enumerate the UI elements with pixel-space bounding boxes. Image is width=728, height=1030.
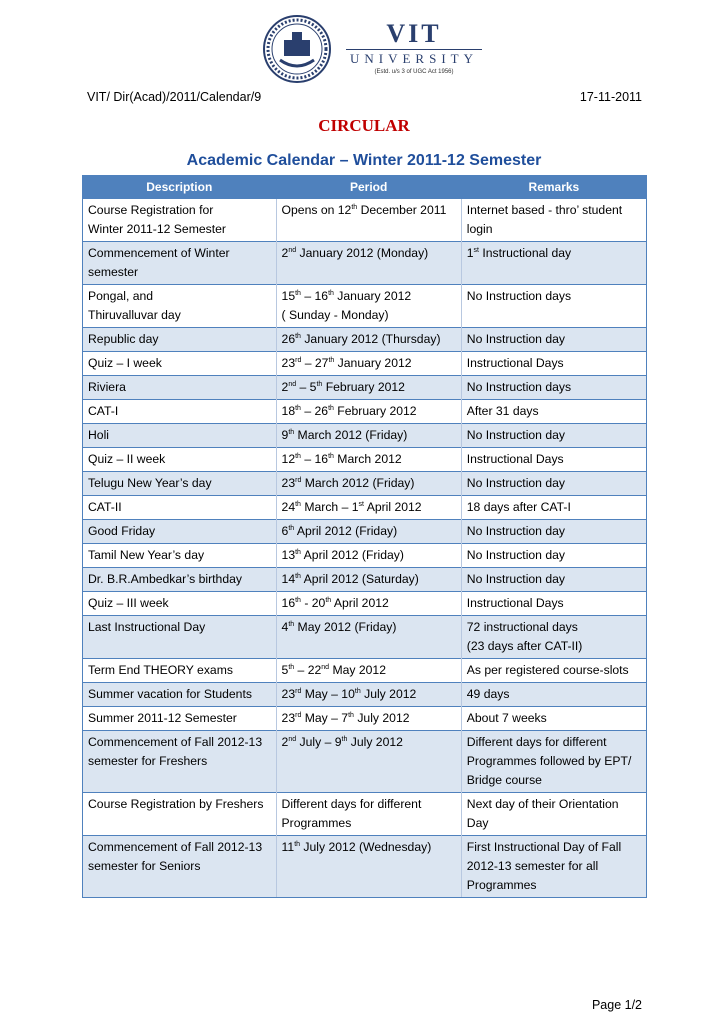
cell-remarks: No Instruction day xyxy=(461,568,646,592)
cell-period: 6th April 2012 (Friday) xyxy=(276,520,461,544)
column-header-period: Period xyxy=(276,176,461,199)
cell-remarks: No Instruction day xyxy=(461,424,646,448)
table-row xyxy=(83,242,647,285)
table-row xyxy=(83,199,647,242)
cell-period: 2nd July – 9th July 2012 xyxy=(276,731,461,793)
cell-description: Holi xyxy=(83,424,277,448)
cell-remarks: 72 instructional days (23 days after CAT-II) xyxy=(461,616,646,659)
cell-description: Republic day xyxy=(83,328,277,352)
table-row xyxy=(83,683,647,707)
cell-remarks: Different days for different Programmes followed by EPT/ Bridge course xyxy=(461,731,646,793)
logo-note: (Estd. u/s 3 of UGC Act 1956) xyxy=(374,69,454,75)
cell-period: 23rd May – 10th July 2012 xyxy=(276,683,461,707)
cell-period: 12th – 16th March 2012 xyxy=(276,448,461,472)
logo-subtitle: UNIVERSITY xyxy=(350,51,478,66)
cell-description: Quiz – II week xyxy=(83,448,277,472)
cell-remarks: 18 days after CAT-I xyxy=(461,496,646,520)
cell-remarks: Next day of their Orientation Day xyxy=(461,793,646,836)
cell-description: Dr. B.R.Ambedkar’s birthday xyxy=(83,568,277,592)
table-row xyxy=(83,285,647,328)
cell-remarks: No Instruction day xyxy=(461,328,646,352)
cell-remarks: No Instruction days xyxy=(461,376,646,400)
table-row xyxy=(83,592,647,616)
university-seal-icon xyxy=(262,14,332,84)
cell-remarks: Internet based - thro’ student login xyxy=(461,199,646,242)
circular-label: CIRCULAR xyxy=(318,116,410,135)
table-row xyxy=(83,352,647,376)
column-header-description: Description xyxy=(83,176,277,199)
table-row xyxy=(83,544,647,568)
table-row xyxy=(83,448,647,472)
cell-period: 23rd March 2012 (Friday) xyxy=(276,472,461,496)
cell-period: 4th May 2012 (Friday) xyxy=(276,616,461,659)
table-header-row xyxy=(83,176,647,199)
cell-description: Quiz – I week xyxy=(83,352,277,376)
table-row xyxy=(83,659,647,683)
cell-period: 24th March – 1st April 2012 xyxy=(276,496,461,520)
cell-period: 26th January 2012 (Thursday) xyxy=(276,328,461,352)
table-row xyxy=(83,376,647,400)
cell-remarks: No Instruction day xyxy=(461,520,646,544)
cell-period: 2nd – 5th February 2012 xyxy=(276,376,461,400)
cell-description: Summer vacation for Students xyxy=(83,683,277,707)
cell-description: Course Registration for Winter 2011-12 Semester xyxy=(83,199,277,242)
logo-title: VIT xyxy=(386,19,442,48)
cell-period: 2nd January 2012 (Monday) xyxy=(276,242,461,285)
cell-description: Course Registration by Freshers xyxy=(83,793,277,836)
cell-remarks: Instructional Days xyxy=(461,448,646,472)
table-row xyxy=(83,731,647,793)
cell-remarks: No Instruction day xyxy=(461,544,646,568)
table-row xyxy=(83,568,647,592)
table-row xyxy=(83,836,647,898)
table-row xyxy=(83,496,647,520)
cell-description: Commencement of Fall 2012-13 semester for Freshers xyxy=(83,731,277,793)
cell-description: Term End THEORY exams xyxy=(83,659,277,683)
cell-remarks: About 7 weeks xyxy=(461,707,646,731)
cell-period: 23rd – 27th January 2012 xyxy=(276,352,461,376)
cell-description: Quiz – III week xyxy=(83,592,277,616)
cell-period: Different days for different Programmes xyxy=(276,793,461,836)
table-row xyxy=(83,424,647,448)
cell-description: Last Instructional Day xyxy=(83,616,277,659)
cell-period: 23rd May – 7th July 2012 xyxy=(276,707,461,731)
cell-description: Riviera xyxy=(83,376,277,400)
cell-description: Tamil New Year’s day xyxy=(83,544,277,568)
cell-period: 9th March 2012 (Friday) xyxy=(276,424,461,448)
cell-remarks: No Instruction days xyxy=(461,285,646,328)
table-row xyxy=(83,520,647,544)
cell-remarks: 1st Instructional day xyxy=(461,242,646,285)
cell-description: Telugu New Year’s day xyxy=(83,472,277,496)
cell-period: Opens on 12th December 2011 xyxy=(276,199,461,242)
table-row xyxy=(83,328,647,352)
cell-remarks: Instructional Days xyxy=(461,592,646,616)
cell-period: 16th - 20th April 2012 xyxy=(276,592,461,616)
cell-remarks: After 31 days xyxy=(461,400,646,424)
cell-period: 15th – 16th January 2012 ( Sunday - Monday) xyxy=(276,285,461,328)
circular-date: 17-11-2011 xyxy=(579,90,642,104)
cell-period: 11th July 2012 (Wednesday) xyxy=(276,836,461,898)
cell-description: Pongal, and Thiruvalluvar day xyxy=(83,285,277,328)
page-title: Academic Calendar – Winter 2011-12 Semester xyxy=(186,152,542,169)
cell-remarks: As per registered course-slots xyxy=(461,659,646,683)
cell-description: CAT-II xyxy=(83,496,277,520)
academic-calendar-table xyxy=(82,175,647,898)
university-logo xyxy=(262,14,492,86)
cell-remarks: Instructional Days xyxy=(461,352,646,376)
cell-period: 5th – 22nd May 2012 xyxy=(276,659,461,683)
cell-description: Commencement of Winter semester xyxy=(83,242,277,285)
column-header-remarks: Remarks xyxy=(461,176,646,199)
cell-description: Commencement of Fall 2012-13 semester for Seniors xyxy=(83,836,277,898)
page-number: Page 1/2 xyxy=(591,998,642,1012)
table-row xyxy=(83,472,647,496)
cell-period: 18th – 26th February 2012 xyxy=(276,400,461,424)
cell-description: Summer 2011-12 Semester xyxy=(83,707,277,731)
cell-description: Good Friday xyxy=(83,520,277,544)
reference-number: VIT/ Dir(Acad)/2011/Calendar/9 xyxy=(87,90,262,104)
cell-period: 13th April 2012 (Friday) xyxy=(276,544,461,568)
cell-remarks: First Instructional Day of Fall 2012-13 semester for all Programmes xyxy=(461,836,646,898)
cell-description: CAT-I xyxy=(83,400,277,424)
cell-remarks: No Instruction day xyxy=(461,472,646,496)
cell-remarks: 49 days xyxy=(461,683,646,707)
table-row xyxy=(83,616,647,659)
table-row xyxy=(83,793,647,836)
table-row xyxy=(83,400,647,424)
table-row xyxy=(83,707,647,731)
cell-period: 14th April 2012 (Saturday) xyxy=(276,568,461,592)
